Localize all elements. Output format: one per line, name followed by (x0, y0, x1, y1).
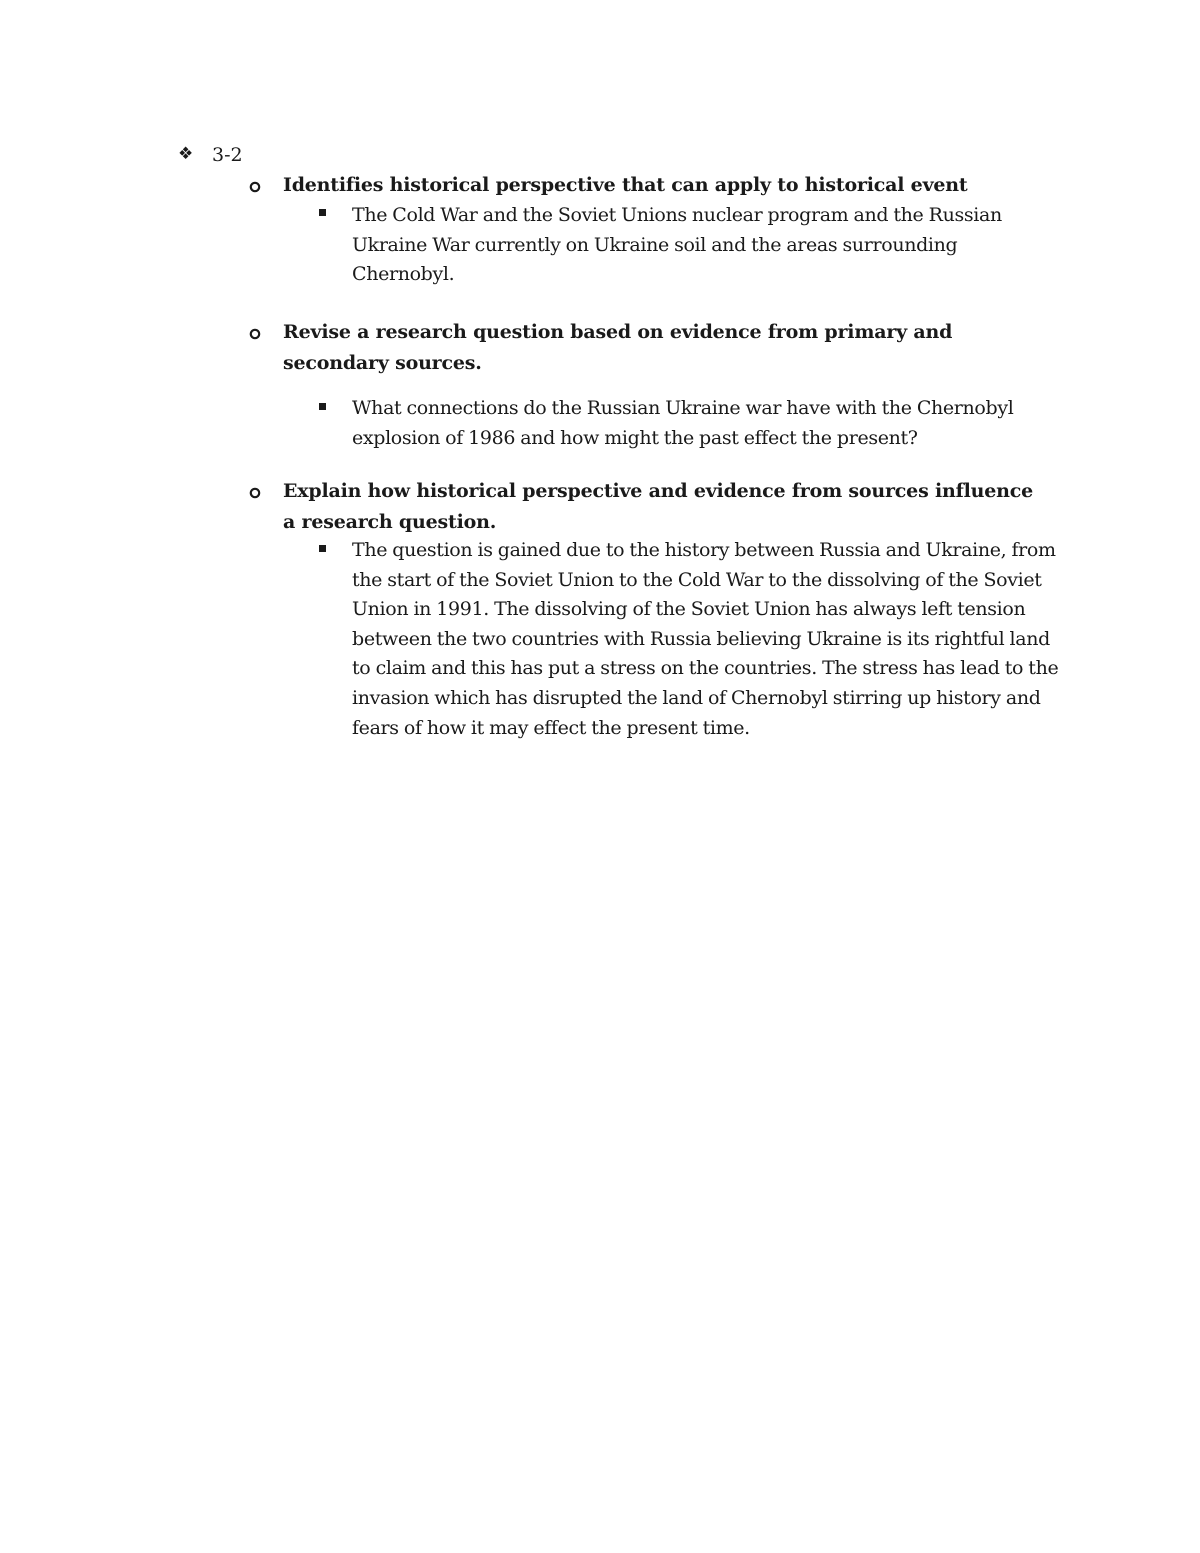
outline-heading: Revise a research question based on evidence from primary and secondary sources. (283, 321, 953, 374)
hollow-circle-bullet-icon (249, 328, 261, 340)
outline-detail: What connections do the Russian Ukraine war have with the Chernobyl explosion of 1986 and how might the past effect the present? (352, 397, 1014, 449)
diamond-bullet-icon: ❖ (178, 144, 194, 164)
square-bullet-icon (319, 545, 326, 552)
hollow-circle-bullet-icon (249, 181, 261, 193)
outline-detail: The question is gained due to the history between Russia and Ukraine, from the start of the Soviet Union to the Cold War to the dissolving of the Soviet Union in 1991. The dissolving of the Soviet Union has always left tension between the two countries with Russia believing Ukraine is its rightful land to claim and this has put a stress on the countries. The stress has lead to the invasion which has disrupted the land of Chernobyl stirring up history and fears of how it may effect the present time. (352, 539, 1059, 739)
square-bullet-icon (319, 403, 326, 410)
outline-heading: Explain how historical perspective and evidence from sources influence a research question. (283, 480, 1033, 533)
outline-heading: Identifies historical perspective that can apply to historical event (283, 174, 968, 196)
outline-detail: The Cold War and the Soviet Unions nuclear program and the Russian Ukraine War currently on Ukraine soil and the areas surrounding Chernobyl. (352, 204, 1002, 286)
hollow-circle-bullet-icon (249, 487, 261, 499)
section-label: 3-2 (212, 144, 243, 166)
square-bullet-icon (319, 209, 326, 216)
